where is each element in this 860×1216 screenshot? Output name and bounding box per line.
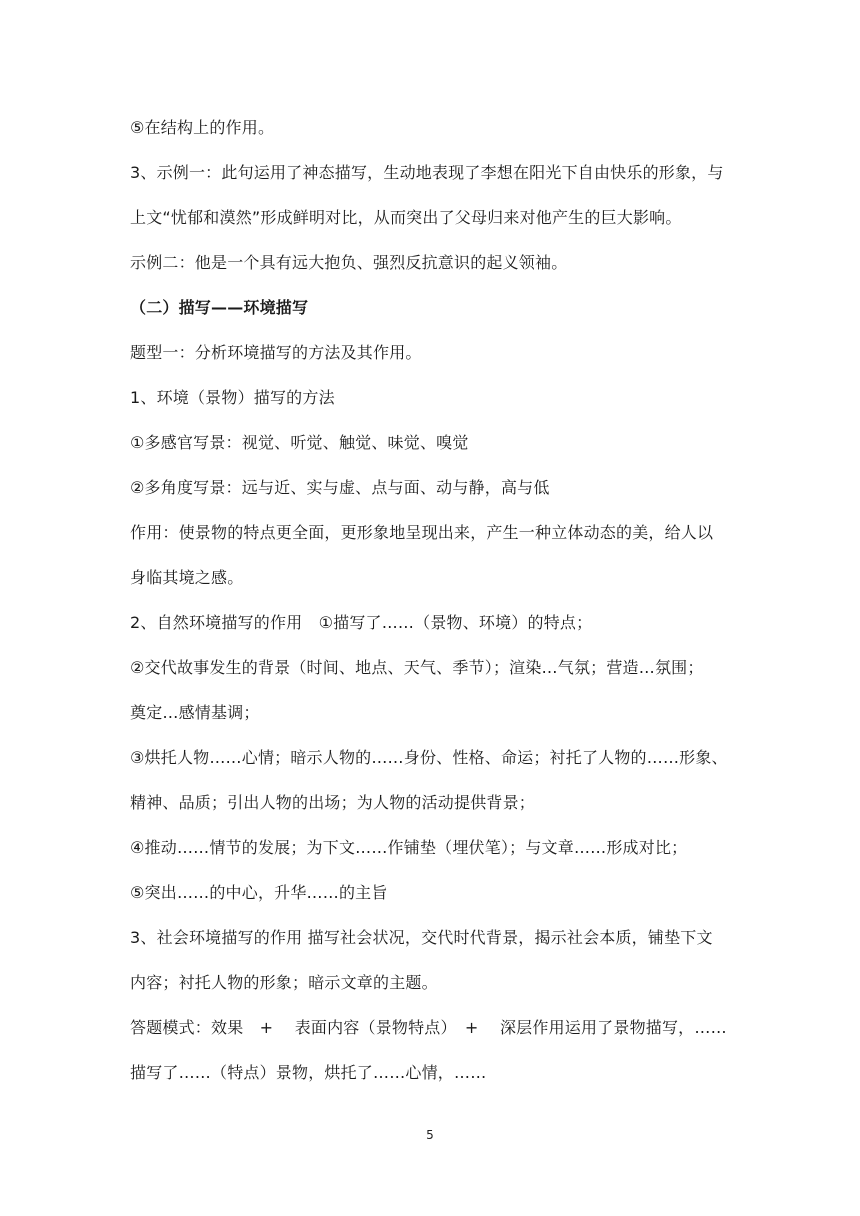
text-line: ⑤在结构上的作用。	[130, 118, 275, 137]
text-line: 1、环境（景物）描写的方法	[130, 388, 335, 407]
text-line: 上文“忧郁和漠然”形成鲜明对比，从而突出了父母归来对他产生的巨大影响。	[130, 208, 682, 227]
text-line: ⑤突出……的中心，升华……的主旨	[130, 883, 388, 902]
text-line: 2、自然环境描写的作用 ①描写了……（景物、环境）的特点；	[130, 613, 593, 632]
text-line: 作用：使景物的特点更全面，更形象地呈现出来，产生一种立体动态的美，给人以	[130, 523, 714, 542]
section-heading: （二）描写——环境描写	[130, 298, 309, 317]
text-line: 描写了……（特点）景物，烘托了……心情，……	[130, 1063, 487, 1082]
text-line: 3、示例一：此句运用了神态描写，生动地表现了李想在阳光下自由快乐的形象，与	[130, 163, 724, 182]
text-line: 奠定…感情基调；	[130, 703, 260, 722]
text-line: 内容；衬托人物的形象；暗示文章的主题。	[130, 973, 438, 992]
text-line: 精神、品质；引出人物的出场；为人物的活动提供背景；	[130, 793, 536, 812]
text-line: ④推动……情节的发展；为下文……作铺垫（埋伏笔）；与文章……形成对比；	[130, 838, 688, 857]
text-line: ②交代故事发生的背景（时间、地点、天气、季节）；渲染…气氛；营造…氛围；	[130, 658, 704, 677]
text-line: 题型一：分析环境描写的方法及其作用。	[130, 343, 422, 362]
text-line: ①多感官写景：视觉、听觉、触觉、味觉、嗅觉	[130, 433, 469, 452]
text-line: 3、社会环境描写的作用 描写社会状况，交代时代背景，揭示社会本质，铺垫下文	[130, 928, 713, 947]
text-line: 身临其境之感。	[130, 568, 244, 587]
text-line: ②多角度写景：远与近、实与虚、点与面、动与静，高与低	[130, 478, 550, 497]
text-line: 答题模式：效果 + 表面内容（景物特点） + 深层作用运用了景物描写，……	[130, 1018, 727, 1037]
page-number: 5	[426, 1128, 434, 1142]
text-line: 示例二：他是一个具有远大抱负、强烈反抗意识的起义领袖。	[130, 253, 568, 272]
text-line: ③烘托人物……心情；暗示人物的……身份、性格、命运；衬托了人物的……形象、	[130, 748, 728, 767]
